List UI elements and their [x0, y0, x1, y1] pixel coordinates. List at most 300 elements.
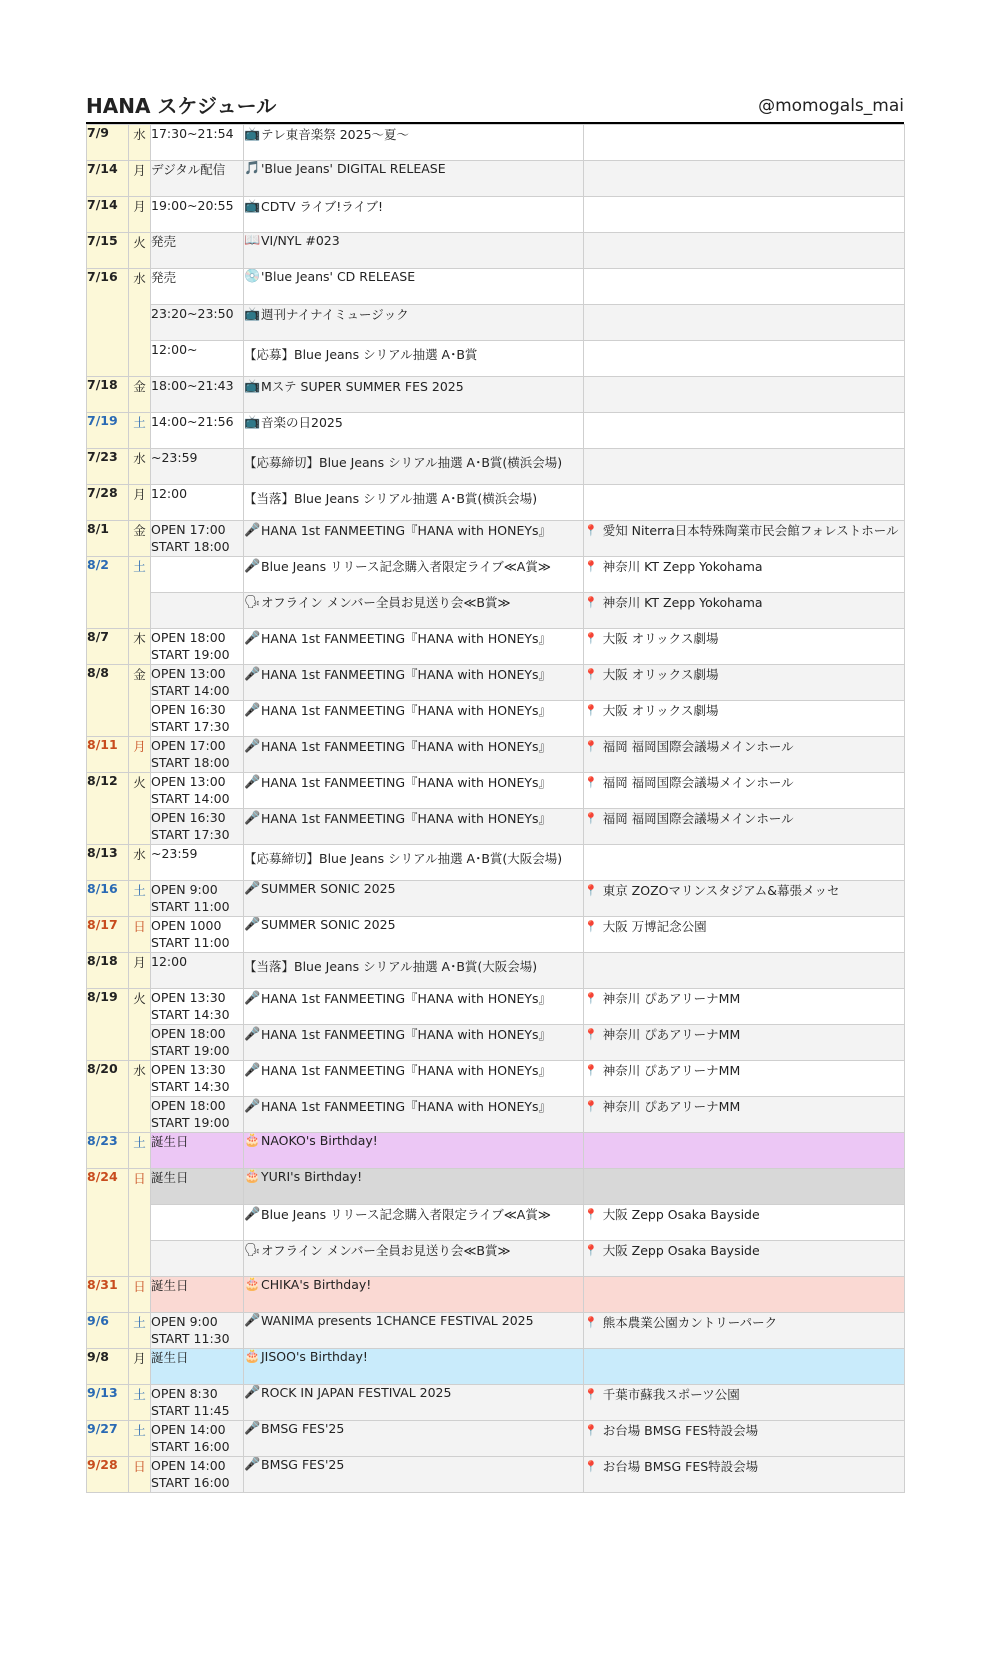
- location-pin-icon: 📍: [584, 775, 598, 789]
- weekday-cell: 金: [129, 377, 151, 413]
- date-cell: 9/6: [87, 1313, 129, 1349]
- time-text: 誕生日: [151, 1278, 189, 1293]
- event-text: HANA 1st FANMEETING『HANA with HONEYs』: [261, 1027, 552, 1042]
- event-title: [244, 1169, 583, 1184]
- time-cell: [151, 989, 244, 1025]
- location-cell: [584, 1277, 905, 1313]
- schedule-row: [87, 773, 905, 809]
- event-text: YURI's Birthday!: [261, 1169, 363, 1184]
- event-title: [244, 773, 583, 791]
- time-text: 発売: [151, 270, 177, 285]
- event-cell: [244, 1313, 584, 1349]
- location-cell: [584, 989, 905, 1025]
- time-text: 誕生日: [151, 1350, 189, 1365]
- microphone-icon: 🎤: [244, 1206, 261, 1222]
- time-text: OPEN 17:00 START 18:00: [151, 738, 230, 770]
- schedule-row: [87, 197, 905, 233]
- schedule-row: [87, 1385, 905, 1421]
- schedule-row: [87, 485, 905, 521]
- location-text: 東京 ZOZOマリンスタジアム&幕張メッセ: [602, 883, 840, 898]
- event-cell: [244, 737, 584, 773]
- time-cell: [151, 521, 244, 557]
- location-cell: [584, 845, 905, 881]
- event-title: [244, 269, 583, 284]
- location-text: お台場 BMSG FES特設会場: [602, 1459, 759, 1474]
- weekday-cell: 土: [129, 1385, 151, 1421]
- event-text: WANIMA presents 1CHANCE FESTIVAL 2025: [261, 1313, 534, 1328]
- event-title: [244, 1241, 583, 1259]
- schedule-row: [87, 809, 905, 845]
- cake-icon: 🎂: [244, 1169, 261, 1184]
- schedule-row: [87, 557, 905, 593]
- event-title: [244, 593, 583, 611]
- weekday-cell: 水: [129, 125, 151, 161]
- date-cell: [87, 305, 129, 341]
- time-text: OPEN 16:30 START 17:30: [151, 810, 230, 842]
- date-cell: [87, 1241, 129, 1277]
- weekday-cell: [129, 809, 151, 845]
- schedule-row: [87, 1061, 905, 1097]
- location-text: 大阪 オリックス劇場: [602, 631, 719, 646]
- time-text: 12:00: [151, 486, 188, 501]
- time-cell: [151, 1349, 244, 1385]
- location-pin-icon: 📍: [584, 667, 598, 681]
- date-cell: 7/19: [87, 413, 129, 449]
- date-cell: 8/18: [87, 953, 129, 989]
- time-text: 23:20~23:50: [151, 306, 234, 321]
- event-cell: [244, 665, 584, 701]
- location-cell: [584, 809, 905, 845]
- event-text: HANA 1st FANMEETING『HANA with HONEYs』: [261, 523, 552, 538]
- weekday-cell: [129, 1097, 151, 1133]
- time-cell: [151, 1205, 244, 1241]
- location-cell: [584, 557, 905, 593]
- location-pin-icon: 📍: [584, 919, 598, 933]
- date-cell: 8/31: [87, 1277, 129, 1313]
- location-cell: [584, 1025, 905, 1061]
- event-text: 【応募】Blue Jeans シリアル抽選 A･B賞: [244, 347, 478, 362]
- event-text: JISOO's Birthday!: [261, 1349, 368, 1364]
- event-text: BMSG FES'25: [261, 1457, 345, 1472]
- time-cell: [151, 233, 244, 269]
- weekday-cell: 金: [129, 665, 151, 701]
- microphone-icon: 🎤: [244, 1385, 261, 1400]
- location-pin-icon: 📍: [584, 1099, 598, 1113]
- date-cell: 8/24: [87, 1169, 129, 1205]
- event-text: 'Blue Jeans' DIGITAL RELEASE: [261, 161, 446, 176]
- schedule-row: [87, 953, 905, 989]
- time-text: OPEN 9:00 START 11:30: [151, 1314, 230, 1346]
- event-text: Mステ SUPER SUMMER FES 2025: [261, 379, 464, 394]
- event-cell: [244, 917, 584, 953]
- location-text: 神奈川 KT Zepp Yokohama: [602, 595, 763, 610]
- date-cell: 9/27: [87, 1421, 129, 1457]
- schedule-row: [87, 233, 905, 269]
- event-text: HANA 1st FANMEETING『HANA with HONEYs』: [261, 1063, 552, 1078]
- event-title: [244, 305, 583, 323]
- weekday-cell: 木: [129, 629, 151, 665]
- cake-icon: 🎂: [244, 1349, 261, 1364]
- music-note-icon: 🎵: [244, 161, 261, 176]
- location-text: 熊本農業公園カントリーパーク: [602, 1315, 778, 1330]
- time-text: OPEN 17:00 START 18:00: [151, 522, 230, 554]
- cake-icon: 🎂: [244, 1133, 261, 1148]
- event-text: オフライン メンバー全員お見送り会≪B賞≫: [261, 1243, 511, 1258]
- schedule-row: [87, 1025, 905, 1061]
- location-cell: [584, 701, 905, 737]
- tv-icon: 📺: [244, 306, 261, 322]
- event-cell: [244, 1205, 584, 1241]
- location-cell: [584, 377, 905, 413]
- cake-icon: 🎂: [244, 1277, 261, 1292]
- weekday-cell: 土: [129, 1133, 151, 1169]
- weekday-cell: 月: [129, 737, 151, 773]
- location-cell: [584, 1313, 905, 1349]
- time-cell: [151, 1313, 244, 1349]
- location-cell: [584, 1457, 905, 1493]
- location-cell: [584, 1349, 905, 1385]
- weekday-cell: 日: [129, 1277, 151, 1313]
- event-text: 音楽の日2025: [261, 415, 343, 430]
- date-cell: [87, 341, 129, 377]
- event-title: [244, 521, 583, 539]
- time-text: OPEN 13:00 START 14:00: [151, 666, 230, 698]
- event-cell: [244, 1457, 584, 1493]
- location-cell: [584, 1169, 905, 1205]
- date-cell: 8/8: [87, 665, 129, 701]
- location-cell: [584, 773, 905, 809]
- event-cell: [244, 1349, 584, 1385]
- location-pin-icon: 📍: [584, 883, 598, 897]
- time-cell: [151, 917, 244, 953]
- time-text: 誕生日: [151, 1170, 189, 1185]
- date-cell: 7/23: [87, 449, 129, 485]
- time-cell: [151, 1385, 244, 1421]
- schedule-row: [87, 269, 905, 305]
- time-text: OPEN 18:00 START 19:00: [151, 1026, 230, 1058]
- time-text: OPEN 14:00 START 16:00: [151, 1458, 230, 1490]
- event-title: [244, 197, 583, 215]
- microphone-icon: 🎤: [244, 630, 261, 646]
- weekday-cell: [129, 341, 151, 377]
- event-title: [244, 1313, 583, 1328]
- location-text: 愛知 Niterra日本特殊陶業市民会館フォレストホール: [602, 523, 899, 538]
- event-text: Blue Jeans リリース記念購入者限定ライブ≪A賞≫: [261, 1207, 551, 1222]
- event-cell: [244, 449, 584, 485]
- time-text: OPEN 14:00 START 16:00: [151, 1422, 230, 1454]
- time-text: OPEN 18:00 START 19:00: [151, 630, 230, 662]
- event-title: [244, 161, 583, 176]
- schedule-row: [87, 1421, 905, 1457]
- event-title: [244, 701, 583, 719]
- event-text: 【当落】Blue Jeans シリアル抽選 A･B賞(横浜会場): [244, 491, 538, 506]
- weekday-cell: 火: [129, 989, 151, 1025]
- cd-icon: 💿: [244, 269, 261, 284]
- date-cell: 9/8: [87, 1349, 129, 1385]
- schedule-row: [87, 521, 905, 557]
- location-cell: [584, 413, 905, 449]
- event-cell: [244, 1241, 584, 1277]
- date-cell: 7/18: [87, 377, 129, 413]
- event-text: 【応募締切】Blue Jeans シリアル抽選 A･B賞(横浜会場): [244, 455, 563, 470]
- date-cell: [87, 593, 129, 629]
- event-title: [244, 125, 583, 143]
- weekday-cell: 火: [129, 773, 151, 809]
- event-title: [244, 665, 583, 683]
- event-cell: [244, 593, 584, 629]
- time-text: OPEN 9:00 START 11:00: [151, 882, 230, 914]
- event-cell: [244, 701, 584, 737]
- time-cell: [151, 1097, 244, 1133]
- microphone-icon: 🎤: [244, 774, 261, 790]
- event-title: [244, 413, 583, 431]
- time-text: OPEN 16:30 START 17:30: [151, 702, 230, 734]
- location-pin-icon: 📍: [584, 559, 598, 573]
- schedule-row: [87, 1349, 905, 1385]
- date-cell: 7/16: [87, 269, 129, 305]
- location-text: 福岡 福岡国際会議場メインホール: [602, 811, 794, 826]
- event-text: HANA 1st FANMEETING『HANA with HONEYs』: [261, 739, 552, 754]
- event-text: HANA 1st FANMEETING『HANA with HONEYs』: [261, 631, 552, 646]
- location-cell: [584, 881, 905, 917]
- event-cell: [244, 197, 584, 233]
- schedule-row: [87, 1277, 905, 1313]
- event-text: 'Blue Jeans' CD RELEASE: [261, 269, 416, 284]
- event-text: CHIKA's Birthday!: [261, 1277, 372, 1292]
- date-cell: [87, 1025, 129, 1061]
- event-cell: [244, 1133, 584, 1169]
- event-text: HANA 1st FANMEETING『HANA with HONEYs』: [261, 1099, 552, 1114]
- time-text: OPEN 1000 START 11:00: [151, 918, 230, 950]
- microphone-icon: 🎤: [244, 990, 261, 1006]
- weekday-cell: [129, 701, 151, 737]
- date-cell: 8/12: [87, 773, 129, 809]
- location-cell: [584, 161, 905, 197]
- event-title: [244, 737, 583, 755]
- microphone-icon: 🎤: [244, 702, 261, 718]
- time-cell: [151, 1133, 244, 1169]
- location-text: 神奈川 ぴあアリーナMM: [602, 991, 741, 1006]
- event-cell: [244, 521, 584, 557]
- location-cell: [584, 197, 905, 233]
- schedule-row: [87, 881, 905, 917]
- location-text: 千葉市蘇我スポーツ公園: [602, 1387, 740, 1402]
- speaking-head-icon: 🗣: [244, 594, 261, 610]
- event-text: HANA 1st FANMEETING『HANA with HONEYs』: [261, 991, 552, 1006]
- weekday-cell: 土: [129, 557, 151, 593]
- weekday-cell: 月: [129, 161, 151, 197]
- event-cell: [244, 1169, 584, 1205]
- event-title: [244, 629, 583, 647]
- event-cell: [244, 341, 584, 377]
- location-cell: [584, 1241, 905, 1277]
- time-cell: [151, 413, 244, 449]
- tv-icon: 📺: [244, 414, 261, 430]
- location-text: お台場 BMSG FES特設会場: [602, 1423, 759, 1438]
- event-title: [244, 1349, 583, 1364]
- event-title: [244, 345, 583, 363]
- event-text: SUMMER SONIC 2025: [261, 917, 396, 932]
- schedule-table: [86, 124, 905, 1493]
- location-cell: [584, 1061, 905, 1097]
- page-title: HANA スケジュール: [86, 94, 277, 118]
- date-cell: 8/2: [87, 557, 129, 593]
- schedule-row: [87, 1205, 905, 1241]
- time-cell: [151, 809, 244, 845]
- time-cell: [151, 305, 244, 341]
- event-cell: [244, 269, 584, 305]
- date-cell: 8/1: [87, 521, 129, 557]
- microphone-icon: 🎤: [244, 738, 261, 754]
- event-title: [244, 917, 583, 932]
- book-icon: 📖: [244, 233, 261, 248]
- event-title: [244, 233, 583, 248]
- location-pin-icon: 📍: [584, 991, 598, 1005]
- event-cell: [244, 953, 584, 989]
- event-title: [244, 957, 583, 975]
- schedule-row: [87, 125, 905, 161]
- time-text: デジタル配信: [151, 162, 226, 177]
- tv-icon: 📺: [244, 378, 261, 394]
- event-title: [244, 1421, 583, 1436]
- time-text: OPEN 13:00 START 14:00: [151, 774, 230, 806]
- weekday-cell: 土: [129, 1313, 151, 1349]
- location-text: 神奈川 KT Zepp Yokohama: [602, 559, 763, 574]
- event-title: [244, 1385, 583, 1400]
- weekday-cell: 火: [129, 233, 151, 269]
- time-cell: [151, 1421, 244, 1457]
- weekday-cell: 水: [129, 1061, 151, 1097]
- schedule-row: [87, 737, 905, 773]
- location-pin-icon: 📍: [584, 595, 598, 609]
- event-text: テレ東音楽祭 2025〜夏〜: [261, 127, 410, 142]
- date-cell: 8/16: [87, 881, 129, 917]
- location-pin-icon: 📍: [584, 631, 598, 645]
- time-text: ~23:59: [151, 450, 198, 465]
- event-cell: [244, 557, 584, 593]
- event-cell: [244, 1025, 584, 1061]
- location-pin-icon: 📍: [584, 1387, 598, 1401]
- location-cell: [584, 629, 905, 665]
- weekday-cell: 月: [129, 197, 151, 233]
- location-text: 福岡 福岡国際会議場メインホール: [602, 739, 794, 754]
- time-cell: [151, 377, 244, 413]
- microphone-icon: 🎤: [244, 1098, 261, 1114]
- location-pin-icon: 📍: [584, 1207, 598, 1221]
- weekday-cell: 土: [129, 413, 151, 449]
- date-cell: [87, 809, 129, 845]
- event-cell: [244, 1097, 584, 1133]
- schedule-row: [87, 701, 905, 737]
- date-cell: 8/23: [87, 1133, 129, 1169]
- time-cell: [151, 269, 244, 305]
- location-cell: [584, 737, 905, 773]
- weekday-cell: 土: [129, 881, 151, 917]
- event-cell: [244, 809, 584, 845]
- microphone-icon: 🎤: [244, 1313, 261, 1328]
- time-cell: [151, 161, 244, 197]
- location-cell: [584, 665, 905, 701]
- location-text: 大阪 オリックス劇場: [602, 703, 719, 718]
- event-cell: [244, 845, 584, 881]
- time-text: 17:30~21:54: [151, 126, 234, 141]
- schedule-row: [87, 161, 905, 197]
- schedule-row: [87, 1241, 905, 1277]
- event-title: [244, 557, 583, 575]
- date-cell: 7/14: [87, 161, 129, 197]
- location-cell: [584, 1097, 905, 1133]
- location-pin-icon: 📍: [584, 1459, 598, 1473]
- location-pin-icon: 📍: [584, 739, 598, 753]
- weekday-cell: 月: [129, 485, 151, 521]
- time-cell: [151, 1169, 244, 1205]
- weekday-cell: [129, 1241, 151, 1277]
- time-cell: [151, 665, 244, 701]
- event-text: HANA 1st FANMEETING『HANA with HONEYs』: [261, 811, 552, 826]
- event-text: ROCK IN JAPAN FESTIVAL 2025: [261, 1385, 452, 1400]
- location-cell: [584, 233, 905, 269]
- weekday-cell: [129, 1205, 151, 1241]
- event-title: [244, 1277, 583, 1292]
- time-text: 12:00~: [151, 342, 198, 357]
- event-title: [244, 1457, 583, 1472]
- schedule-row: [87, 593, 905, 629]
- event-text: 【応募締切】Blue Jeans シリアル抽選 A･B賞(大阪会場): [244, 851, 563, 866]
- weekday-cell: 月: [129, 953, 151, 989]
- event-cell: [244, 881, 584, 917]
- date-cell: 8/19: [87, 989, 129, 1025]
- weekday-cell: 日: [129, 1169, 151, 1205]
- weekday-cell: [129, 305, 151, 341]
- schedule-row: [87, 449, 905, 485]
- weekday-cell: [129, 593, 151, 629]
- microphone-icon: 🎤: [244, 1062, 261, 1078]
- speaking-head-icon: 🗣: [244, 1242, 261, 1258]
- time-cell: [151, 1241, 244, 1277]
- location-cell: [584, 521, 905, 557]
- time-cell: [151, 701, 244, 737]
- time-cell: [151, 485, 244, 521]
- event-text: VI/NYL #023: [261, 233, 340, 248]
- schedule-row: [87, 1457, 905, 1493]
- location-pin-icon: 📍: [584, 1315, 598, 1329]
- schedule-row: [87, 629, 905, 665]
- microphone-icon: 🎤: [244, 1026, 261, 1042]
- time-text: 12:00: [151, 954, 188, 969]
- time-cell: [151, 125, 244, 161]
- schedule-row: [87, 305, 905, 341]
- location-pin-icon: 📍: [584, 811, 598, 825]
- location-text: 神奈川 ぴあアリーナMM: [602, 1099, 741, 1114]
- event-cell: [244, 413, 584, 449]
- event-text: HANA 1st FANMEETING『HANA with HONEYs』: [261, 703, 552, 718]
- location-pin-icon: 📍: [584, 1423, 598, 1437]
- location-pin-icon: 📍: [584, 1027, 598, 1041]
- time-text: 誕生日: [151, 1134, 189, 1149]
- time-cell: [151, 629, 244, 665]
- event-cell: [244, 989, 584, 1025]
- location-text: 大阪 万博記念公園: [602, 919, 707, 934]
- location-cell: [584, 269, 905, 305]
- location-cell: [584, 917, 905, 953]
- time-text: OPEN 18:00 START 19:00: [151, 1098, 230, 1130]
- time-cell: [151, 1277, 244, 1313]
- event-text: Blue Jeans リリース記念購入者限定ライブ≪A賞≫: [261, 559, 551, 574]
- time-text: 19:00~20:55: [151, 198, 234, 213]
- location-cell: [584, 485, 905, 521]
- date-cell: 9/28: [87, 1457, 129, 1493]
- event-title: [244, 881, 583, 896]
